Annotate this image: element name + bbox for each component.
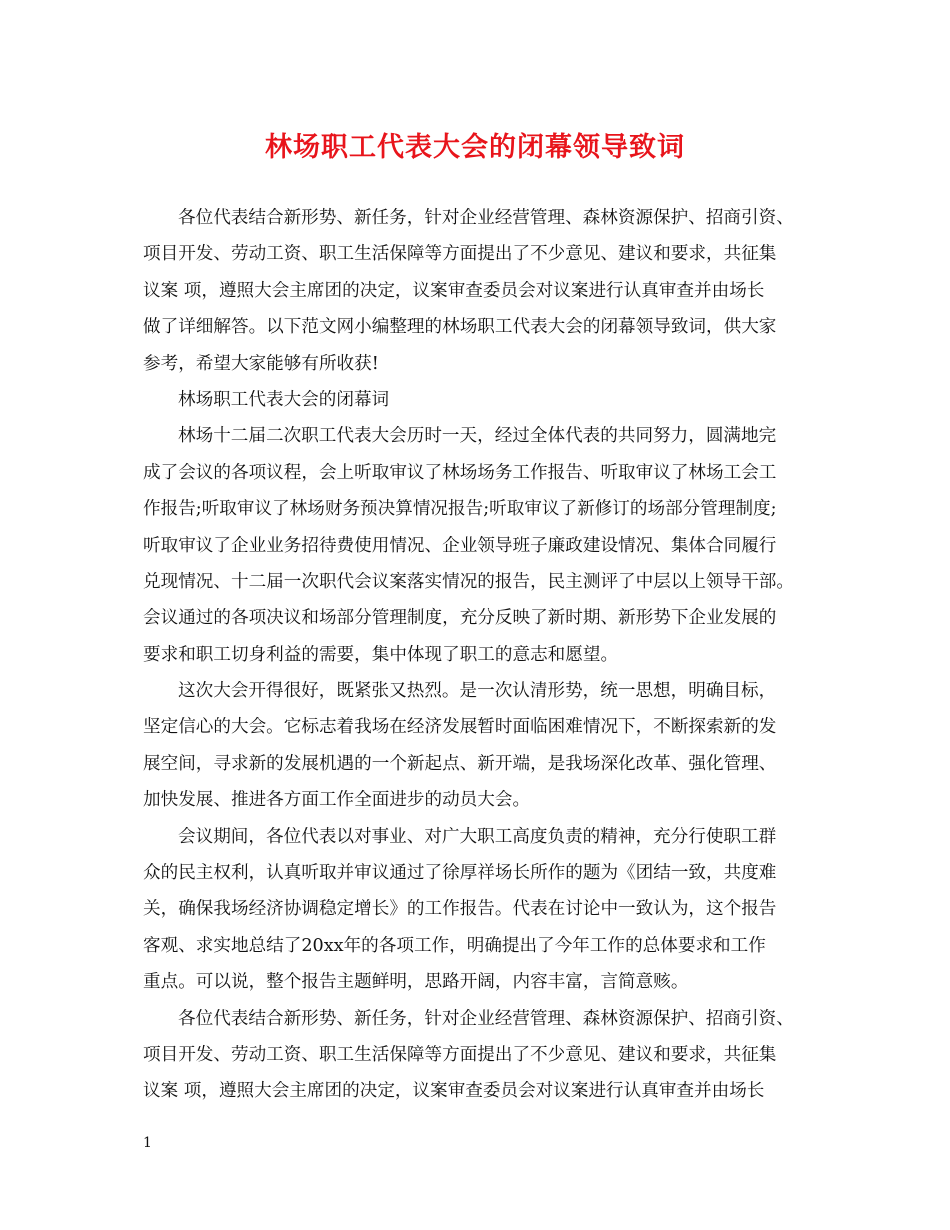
- text-line: 项目开发、劳动工资、职工生活保障等方面提出了不少意见、建议和要求，共征集: [143, 1044, 777, 1065]
- text-line: 会议期间，各位代表以对事业、对广大职工高度负责的精神，充分行使职工群: [178, 826, 777, 847]
- text-line: 众的民主权利，认真听取并审议通过了徐厚祥场长所作的题为《团结一致，共度难: [143, 863, 777, 884]
- text-line: 做了详细解答。以下范文网小编整理的林场职工代表大会的闭幕领导致词，供大家: [143, 317, 777, 338]
- section-heading: 林场职工代表大会的闭幕词: [178, 389, 390, 410]
- text-line: 成了会议的各项议程，会上听取审议了林场场务工作报告、听取审议了林场工会工: [143, 462, 777, 483]
- text-line: 这次大会开得很好，既紧张又热烈。是一次认清形势，统一思想，明确目标，: [178, 681, 777, 702]
- text-line: 兑现情况、十二届一次职代会议案落实情况的报告，民主测评了中层以上领导干部。: [143, 571, 794, 592]
- text-line: 重点。可以说，整个报告主题鲜明，思路开阔，内容丰富，言简意赅。: [143, 972, 689, 993]
- text-line: 客观、求实地总结了20xx年的各项工作，明确提出了今年工作的总体要求和工作: [143, 935, 766, 956]
- text-line: 林场十二届二次职工代表大会历时一天，经过全体代表的共同努力，圆满地完: [178, 426, 777, 447]
- text-line: 展空间，寻求新的发展机遇的一个新起点、新开端，是我场深化改革、强化管理、: [143, 753, 777, 774]
- text-line: 关，确保我场经济协调稳定增长》的工作报告。代表在讨论中一致认为，这个报告: [143, 899, 777, 920]
- text-line: 项目开发、劳动工资、职工生活保障等方面提出了不少意见、建议和要求，共征集: [143, 244, 777, 265]
- text-line: 议案 项，遵照大会主席团的决定，议案审查委员会对议案进行认真审查并由场长: [143, 280, 765, 301]
- text-line: 会议通过的各项决议和场部分管理制度，充分反映了新时期、新形势下企业发展的: [143, 608, 777, 629]
- text-line: 听取审议了企业业务招待费使用情况、企业领导班子廉政建设情况、集体合同履行: [143, 535, 777, 556]
- document-body: [143, 200, 819, 1110]
- text-line: 各位代表结合新形势、新任务，针对企业经营管理、森林资源保护、招商引资、: [178, 208, 794, 228]
- text-line: 作报告;听取审议了林场财务预决算情况报告;听取审议了新修订的场部分管理制度;: [143, 499, 777, 520]
- text-line: 要求和职工切身利益的需要，集中体现了职工的意志和愿望。: [143, 644, 619, 665]
- text-line: 各位代表结合新形势、新任务，针对企业经营管理、森林资源保护、招商引资、: [178, 1008, 794, 1029]
- text-line: 议案 项，遵照大会主席团的决定，议案审查委员会对议案进行认真审查并由场长: [143, 1081, 765, 1102]
- page-number: 1: [143, 1135, 152, 1151]
- document-title: 林场职工代表大会的闭幕领导致词: [265, 132, 685, 163]
- text-line: 参考，希望大家能够有所收获!: [143, 353, 379, 374]
- text-line: 坚定信心的大会。它标志着我场在经济发展暂时面临困难情况下，不断探索新的发: [143, 717, 777, 738]
- text-line: 加快发展、推进各方面工作全面进步的动员大会。: [143, 790, 531, 811]
